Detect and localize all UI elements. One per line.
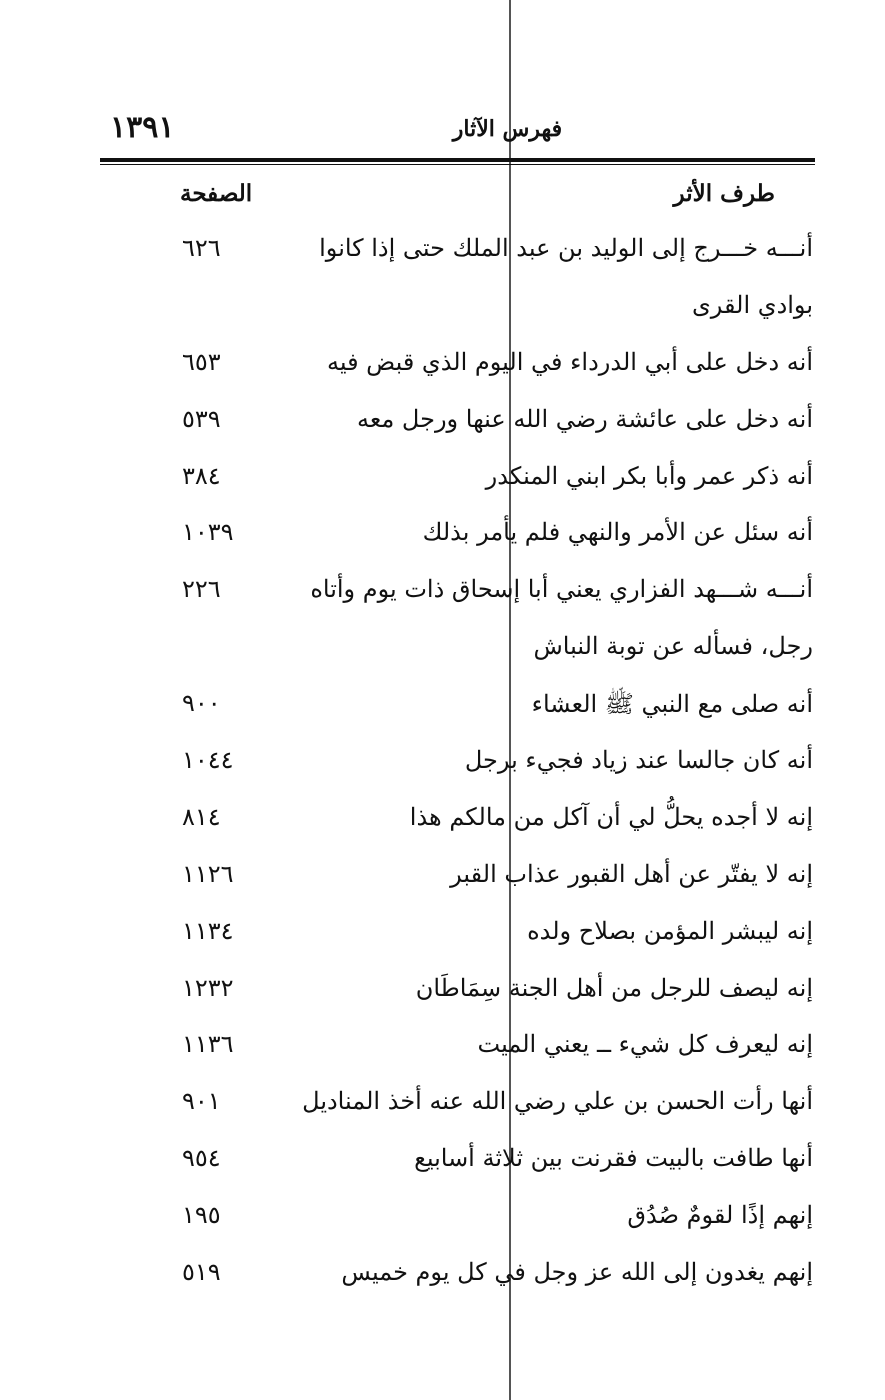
entry-page: ٥١٩: [182, 1258, 221, 1287]
entry-text: أنـــه شـــهد الفزاري يعني أبا إسحاق ذات يوم وأتاه: [310, 575, 813, 604]
header-rule-thin: [100, 164, 815, 165]
entry-page: ١٠٤٤: [182, 746, 234, 775]
entry-page: ٢٢٦: [182, 575, 221, 604]
entry-text: أنه دخل على أبي الدرداء في اليوم الذي قبض فيه: [326, 347, 813, 376]
index-row: [0, 401, 885, 458]
index-row: [0, 230, 885, 287]
entry-page: ٥٣٩: [182, 404, 221, 433]
index-row: [0, 1026, 885, 1083]
entry-page: ٦٢٦: [182, 234, 221, 262]
page-header: [100, 110, 815, 156]
entry-text: أنه ذكر عمر وأبا بكر ابني المنكدر: [485, 461, 813, 490]
entry-page: ١١٣٤: [182, 916, 234, 945]
entry-text: إنه لا يفتّر عن أهل القبور عذاب القبر: [450, 859, 813, 888]
entry-text: أنه صلى مع النبي ﷺ العشاء: [531, 690, 813, 719]
index-row: [0, 856, 885, 913]
entry-text: أنها رأت الحسن بن علي رضي الله عنه أخذ المناديل: [302, 1087, 813, 1116]
entry-page: ٨١٤: [182, 802, 221, 831]
index-row: [0, 742, 885, 799]
entry-text: إنه ليصف للرجل من أهل الجنة سِمَاطَان: [415, 973, 813, 1002]
index-row: [0, 913, 885, 970]
entry-text: أنه كان جالسا عند زياد فجيء برجل: [464, 746, 813, 775]
entry-page: ٩٥٤: [182, 1144, 221, 1173]
entry-page: ٣٨٤: [182, 461, 221, 490]
index-row: [0, 1140, 885, 1197]
entry-page: ١٢٣٢: [182, 973, 234, 1002]
entry-text: أنه دخل على عائشة رضي الله عنها ورجل معه: [357, 404, 813, 433]
index-row: [0, 514, 885, 571]
index-entries: [0, 230, 885, 1311]
entry-page: ١١٣٦: [182, 1030, 234, 1059]
entry-text: إنه ليبشر المؤمن بصلاح ولده: [527, 916, 813, 945]
index-row: [0, 1197, 885, 1254]
index-row: [0, 571, 885, 628]
entry-page: ٩٠٠: [182, 689, 221, 718]
entry-text: إنهم إذًا لقومٌ صُدُق: [627, 1201, 813, 1230]
entry-page: ٩٠١: [182, 1087, 221, 1116]
index-row: [0, 287, 885, 344]
index-row: [0, 344, 885, 401]
index-row: [0, 1083, 885, 1140]
entry-text: إنه لا أجده يحلُّ لي أن آكل من مالكم هذا: [409, 802, 813, 831]
column-header-page: الصفحة: [180, 180, 253, 207]
entry-page: ١١٢٦: [182, 859, 234, 888]
index-row: [0, 799, 885, 856]
index-row: [0, 628, 885, 685]
entry-text: أنـــه خـــرج إلى الوليد بن عبد الملك حتى إذا كانوا: [319, 234, 813, 262]
page-number: ١٣٩١: [110, 110, 175, 145]
entry-page: ٦٥٣: [182, 347, 221, 376]
index-row: [0, 970, 885, 1027]
entry-text: إنه ليعرف كل شيء ــ يعني الميت: [477, 1030, 813, 1059]
running-title: فهرس الآثار: [452, 116, 563, 142]
column-header-text: طرف الأثر: [673, 180, 775, 207]
entry-page: ١٠٣٩: [182, 518, 234, 547]
index-row: [0, 458, 885, 515]
entry-text: أنه سئل عن الأمر والنهي فلم يأمر بذلك: [422, 518, 813, 547]
entry-text: أنها طافت بالبيت فقرنت بين ثلاثة أسابيع: [414, 1144, 813, 1173]
entry-text: رجل، فسأله عن توبة النباش: [533, 632, 813, 661]
header-rule: [100, 158, 815, 162]
entry-page: ١٩٥: [182, 1201, 221, 1230]
entry-text: بوادي القرى: [692, 290, 813, 319]
index-row: [0, 685, 885, 742]
entry-text: إنهم يغدون إلى الله عز وجل في كل يوم خميس: [341, 1258, 813, 1287]
index-row: [0, 1254, 885, 1311]
